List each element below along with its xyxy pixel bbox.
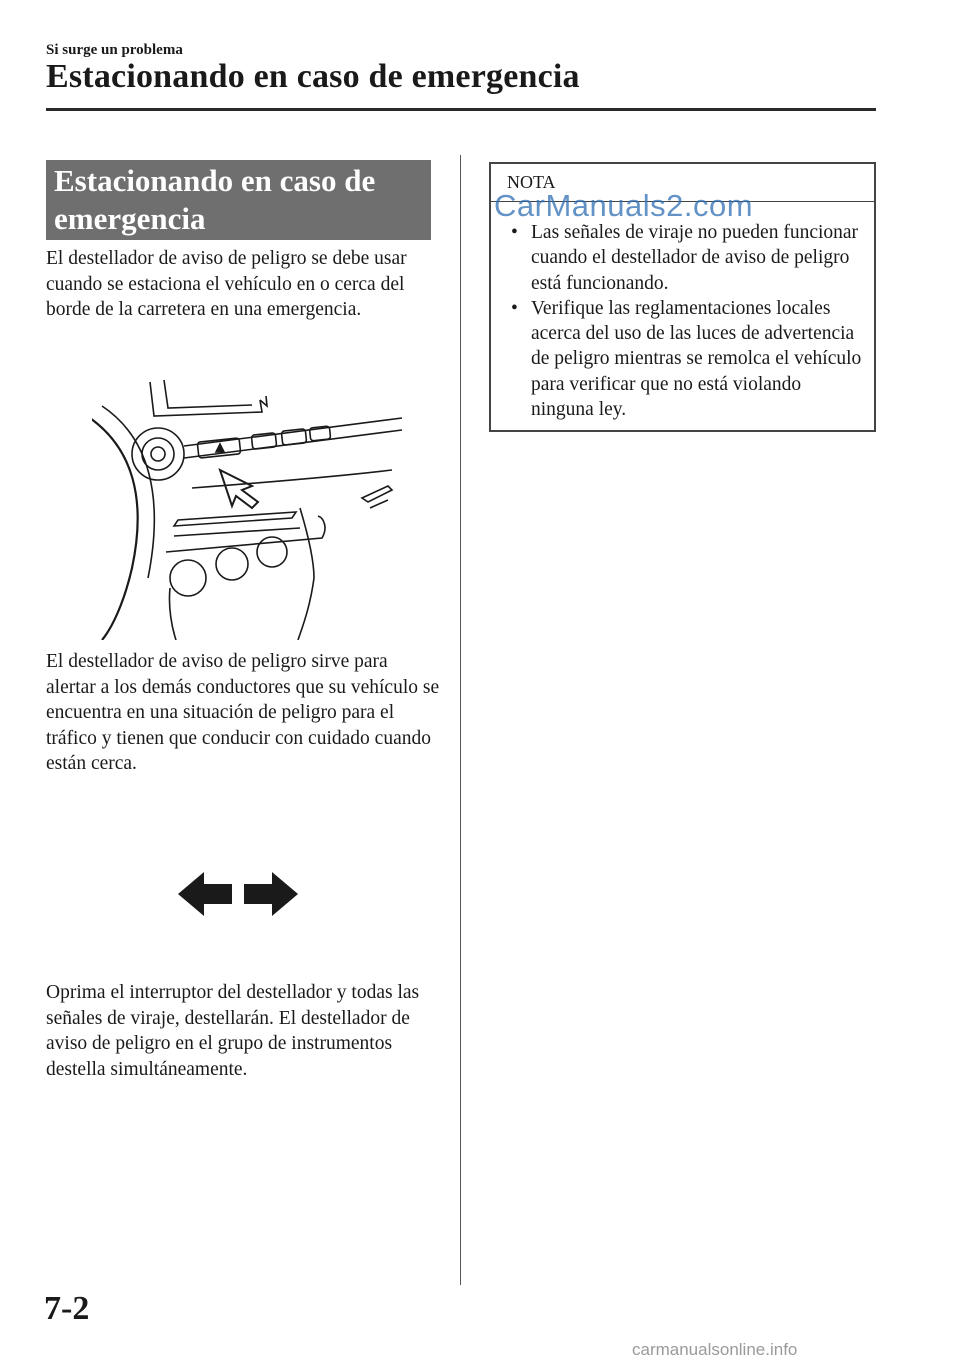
note-item bbox=[509, 296, 862, 422]
note-item-text: Las señales de viraje no pueden funcionar cuando el destellador de aviso de peligro está funcionando. bbox=[531, 222, 859, 294]
turn-signal-arrows-icon bbox=[178, 870, 298, 918]
intro-paragraph: El destellador de aviso de peligro se debe usar cuando se estaciona el vehículo en o cerca del borde de la carretera en una emergencia. bbox=[46, 248, 407, 320]
column-divider bbox=[460, 155, 461, 1285]
section-heading-line2: emergencia bbox=[54, 201, 206, 236]
hazard-switch-dashboard-illustration bbox=[92, 378, 412, 640]
watermark: CarManuals2.com bbox=[494, 188, 754, 223]
footer-watermark: carmanualsonline.info bbox=[632, 1340, 798, 1359]
note-heading: NOTA bbox=[491, 164, 874, 202]
section-heading-line1: Estacionando en caso de bbox=[54, 163, 376, 198]
page-title: Estacionando en caso de emergencia bbox=[46, 58, 580, 95]
bullet-icon: • bbox=[511, 297, 518, 319]
note-item-text: Verifique las reglamentaciones locales acerca del uso de las luces de advertencia de peligro mientras se remolca el vehículo para verificar que no está violando ninguna ley. bbox=[531, 297, 862, 421]
page-number: 7-2 bbox=[44, 1290, 90, 1327]
bullet-icon: • bbox=[511, 222, 518, 243]
note-list bbox=[491, 202, 874, 422]
header-rule bbox=[46, 108, 876, 111]
operation-paragraph: Oprima el interruptor del destellador y todas las señales de viraje, destellarán. El destellador de aviso de peligro en el grupo de instrumentos destella simultáneamente. bbox=[46, 982, 420, 1080]
chapter-label: Si surge un problema bbox=[46, 42, 183, 58]
section-heading bbox=[46, 160, 431, 240]
note-item bbox=[509, 220, 862, 296]
explanation-paragraph: El destellador de aviso de peligro sirve para alertar a los demás conductores que su vehículo se encuentra en una situación de peligro para el tráfico y tienen que conducir con cuidado cuando están cerca. bbox=[46, 651, 440, 774]
